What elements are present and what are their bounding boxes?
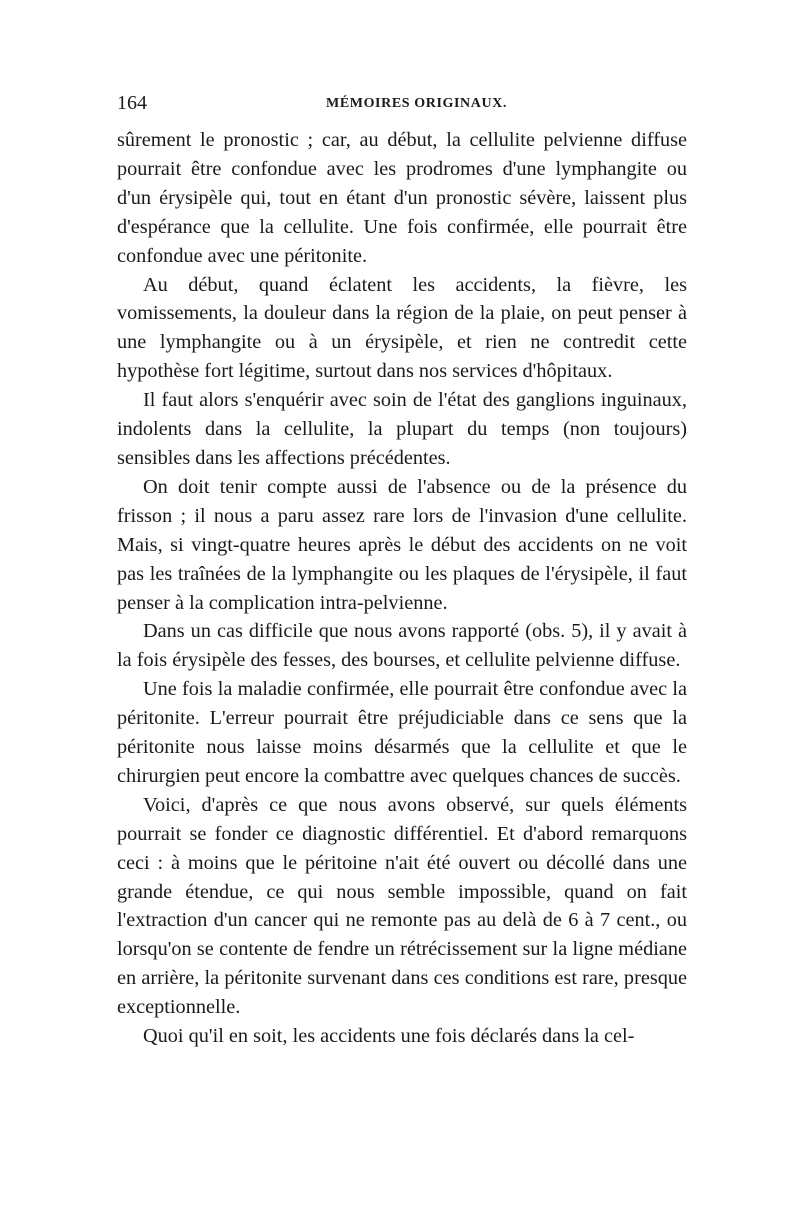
paragraph: Il faut alors s'enquérir avec soin de l'état des ganglions inguinaux, indolents dans la cellulite, la plupart du temps (non toujours) sensibles dans les affections précédentes.: [117, 389, 687, 469]
paragraph: Une fois la maladie confirmée, elle pourrait être confondue avec la péritonite. L'erreur pourrait être préjudiciable dans ce sens que la péritonite nous laisse moins désarmés que la cellulite et que le chirurgien peut encore la combattre avec quelques chances de succès.: [117, 678, 687, 787]
page-header: [117, 92, 687, 122]
page-number: 164: [117, 92, 147, 114]
running-title: MÉMOIRES ORIGINAUX.: [326, 96, 507, 111]
paragraph: Quoi qu'il en soit, les accidents une fois déclarés dans la cel-: [143, 1025, 635, 1048]
book-page: [117, 92, 687, 1172]
paragraph: Voici, d'après ce que nous avons observé, sur quels éléments pourrait se fonder ce diagnostic différentiel. Et d'abord remarquons ceci : à moins que le péritoine n'ait été ouvert ou décollé dans une grande étendue, ce qui nous semble impossible, quand on fait l'extraction d'un cancer qui ne remonte pas au delà de 6 à 7 cent., ou lorsqu'on se contente de fendre un rétrécissement sur la ligne médiane en arrière, la péritonite survenant dans ces conditions est rare, presque exceptionnelle.: [117, 793, 687, 1019]
paragraph: Dans un cas difficile que nous avons rapporté (obs. 5), il y avait à la fois érysipèle des fesses, des bourses, et cellulite pelvienne diffuse.: [117, 620, 687, 672]
paragraph: Au début, quand éclatent les accidents, la fièvre, les vomissements, la douleur dans la région de la plaie, on peut penser à une lymphangite ou à un érysipèle, et rien ne contredit cette hypothèse fort légitime, surtout dans nos services d'hôpitaux.: [117, 273, 687, 383]
paragraph: On doit tenir compte aussi de l'absence ou de la présence du frisson ; il nous a paru assez rare lors de l'invasion d'une cellulite. Mais, si vingt-quatre heures après le début des accidents on ne voit pas les traînées de la lymphangite ou les plaques de l'érysipèle, il faut penser à la complication intra-pelvienne.: [117, 475, 687, 614]
body-text: [117, 126, 687, 1051]
paragraph-continuation: sûrement le pronostic ; car, au début, la cellulite pelvienne diffuse pourrait être confondue avec les prodromes d'une lymphangite ou d'un érysipèle qui, tout en étant d'un pronostic sévère, laissent plus d'espérance que la cellulite. Une fois confirmée, elle pourrait être confondue avec une péritonite.: [117, 129, 687, 267]
